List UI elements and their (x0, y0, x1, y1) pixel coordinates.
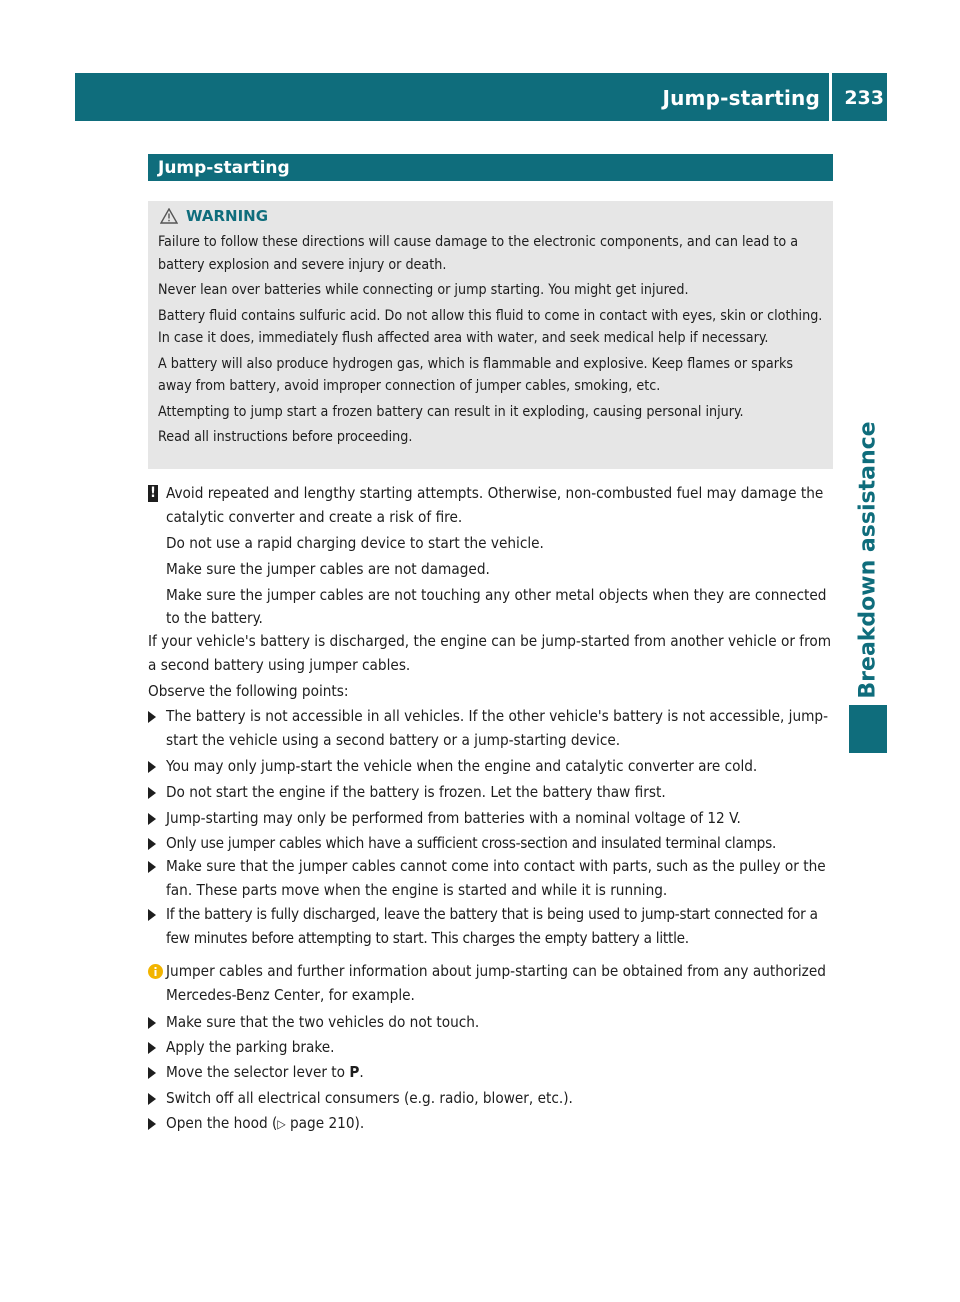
section-header (148, 154, 833, 181)
section-title: Jump-starting (158, 158, 290, 178)
step-item: Open the hood (▷ page 210). (148, 1112, 838, 1137)
caution-paragraph: Make sure the jumper cables are not damaged. (166, 559, 490, 578)
bullet-arrow-icon (148, 813, 156, 825)
bullet-arrow-icon (148, 1042, 156, 1054)
bullet-arrow-icon (148, 761, 156, 773)
caution-paragraph: Make sure the jumper cables are not touching any other metal objects when they are connected to the battery. (166, 585, 827, 627)
warning-title: WARNING (186, 207, 269, 225)
bullet-arrow-icon (148, 909, 156, 921)
caution-paragraph: Do not use a rapid charging device to start the vehicle. (166, 533, 544, 552)
list-item: You may only jump-start the vehicle when the engine and catalytic converter are cold. (148, 755, 838, 779)
warning-paragraph: Battery fluid contains sulfuric acid. Do not allow this fluid to come in contact with eyes, skin or clothing. In case it does, immediately flush affected area with water, and seek medical help if necessary. (158, 307, 823, 346)
warning-paragraph: Never lean over batteries while connecting or jump starting. You might get injured. (158, 282, 689, 298)
caution-note (148, 482, 838, 633)
list-item: Only use jumper cables which have a sufficient cross-section and insulated terminal clamps. (148, 832, 838, 856)
header-title: Jump-starting (662, 86, 820, 110)
info-icon (148, 964, 163, 979)
bullet-arrow-icon (148, 1118, 156, 1130)
warning-text (158, 231, 830, 452)
intro-paragraph: If your vehicle's battery is discharged, the engine can be jump-started from another vehicle or from a second battery using jumper cables. (148, 632, 832, 674)
bullet-arrow-icon (148, 838, 156, 850)
step-item: Apply the parking brake. (148, 1036, 838, 1060)
info-note (148, 960, 838, 1010)
warning-paragraph: Attempting to jump start a frozen battery can result in it exploding, causing personal injury. (158, 403, 744, 420)
page-header (75, 73, 887, 121)
intro-text (148, 630, 838, 703)
bullet-arrow-icon (148, 1017, 156, 1029)
warning-box (148, 201, 833, 469)
bullet-arrow-icon (148, 711, 156, 723)
warning-paragraph: Failure to follow these directions will cause damage to the electronic components, and can lead to a battery explosion and severe injury or death. (158, 234, 799, 273)
bullet-arrow-icon (148, 861, 156, 873)
page-reference-arrow-icon: ▷ (277, 1117, 286, 1131)
bullet-arrow-icon (148, 1067, 156, 1079)
warning-paragraph: Read all instructions before proceeding. (158, 429, 413, 445)
list-item: Make sure that the jumper cables cannot come into contact with parts, such as the pulley or the fan. These parts move when the engine is started and while it is running. (148, 855, 838, 902)
caution-paragraph: Avoid repeated and lengthy starting attempts. Otherwise, non-combusted fuel may damage the catalytic converter and create a risk of fire. (166, 484, 824, 526)
exclamation-icon: ! (148, 485, 158, 502)
chapter-side-label (849, 420, 887, 700)
selector-position-p: P (349, 1063, 360, 1081)
warning-triangle-icon (160, 208, 178, 224)
warning-heading (160, 207, 268, 225)
chapter-tab (849, 705, 887, 753)
chapter-label-text: Breakdown assistance (855, 421, 881, 699)
list-item: Do not start the engine if the battery is frozen. Let the battery thaw first. (148, 781, 838, 805)
step-item: Make sure that the two vehicles do not touch. (148, 1011, 838, 1035)
intro-paragraph: Observe the following points: (148, 681, 349, 700)
list-item: The battery is not accessible in all vehicles. If the other vehicle's battery is not accessible, jump-start the vehicle using a second battery or a jump-starting device. (148, 705, 838, 752)
step-item: Move the selector lever to P. (148, 1061, 838, 1085)
list-item: Jump-starting may only be performed from batteries with a nominal voltage of 12 V. (148, 807, 838, 831)
list-item: If the battery is fully discharged, leave the battery that is being used to jump-start connected for a few minutes before attempting to start. This charges the empty battery a little. (148, 903, 838, 950)
info-text: Jumper cables and further information about jump-starting can be obtained from any authorized Mercedes-Benz Center, for example. (166, 962, 826, 1004)
step-item: Switch off all electrical consumers (e.g. radio, blower, etc.). (148, 1087, 838, 1111)
page-reference-link[interactable]: page 210). (285, 1114, 365, 1132)
bullet-arrow-icon (148, 1093, 156, 1105)
header-divider (829, 73, 832, 121)
page-number: 233 (844, 87, 884, 109)
caution-text (166, 482, 838, 631)
bullet-arrow-icon (148, 787, 156, 799)
warning-paragraph: A battery will also produce hydrogen gas, which is flammable and explosive. Keep flames or sparks away from battery, avoid improper connection of jumper cables, smoking, etc. (158, 355, 794, 394)
